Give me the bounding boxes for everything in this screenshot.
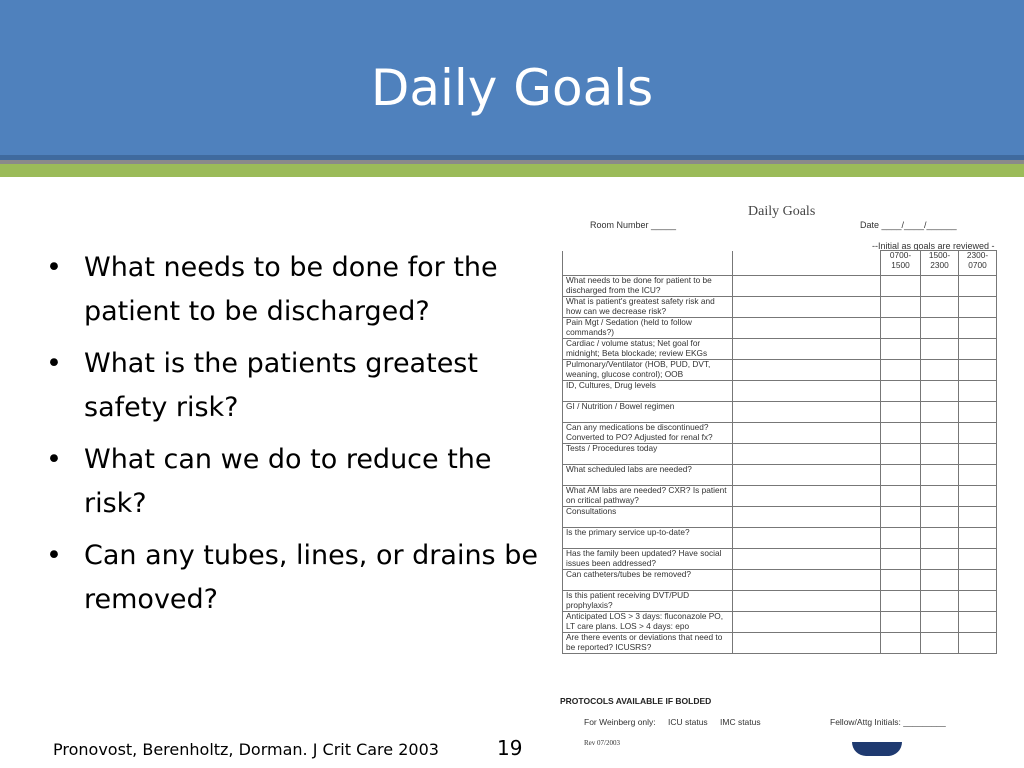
initial-cell	[921, 423, 959, 444]
goal-answer-cell	[733, 381, 881, 402]
goals-table	[562, 250, 997, 654]
icu-status-label: ICU status	[668, 717, 708, 727]
goal-answer-cell	[733, 612, 881, 633]
bullet-list	[40, 246, 560, 630]
initial-cell	[959, 297, 997, 318]
goal-answer-cell	[733, 549, 881, 570]
header-blank-cell	[563, 251, 733, 276]
table-row	[563, 570, 997, 591]
goal-question: What AM labs are needed? CXR? Is patient on critical pathway?	[563, 486, 733, 507]
table-row	[563, 549, 997, 570]
goal-answer-cell	[733, 276, 881, 297]
initial-cell	[921, 360, 959, 381]
initial-cell	[881, 591, 921, 612]
bullet-item	[40, 534, 560, 622]
initial-cell	[881, 465, 921, 486]
table-row	[563, 507, 997, 528]
initial-cell	[959, 381, 997, 402]
table-row	[563, 591, 997, 612]
goal-question: Tests / Procedures today	[563, 444, 733, 465]
initial-cell	[921, 549, 959, 570]
slide-title: Daily Goals	[370, 59, 654, 117]
initial-cell	[881, 612, 921, 633]
shift-header: 1500-2300	[921, 251, 959, 276]
initial-cell	[881, 360, 921, 381]
form-title: Daily Goals	[748, 204, 816, 219]
bullet-text: What needs to be done for the patient to be discharged?	[84, 252, 498, 327]
table-row	[563, 444, 997, 465]
revision-label: Rev 07/2003	[584, 739, 620, 747]
initial-cell	[959, 507, 997, 528]
initial-note: --Initial as goals are reviewed -	[872, 241, 995, 251]
goal-question: Anticipated LOS > 3 days: fluconazole PO, LT care plans. LOS > 4 days: epo	[563, 612, 733, 633]
initial-cell	[881, 381, 921, 402]
initial-cell	[959, 318, 997, 339]
goal-question: Are there events or deviations that need to be reported? ICUSRS?	[563, 633, 733, 654]
goal-answer-cell	[733, 318, 881, 339]
table-row	[563, 381, 997, 402]
goal-question: Pulmonary/Ventilator (HOB, PUD, DVT, weaning, glucose control); OOB	[563, 360, 733, 381]
initial-cell	[959, 612, 997, 633]
goal-question: What needs to be done for patient to be discharged from the ICU?	[563, 276, 733, 297]
goal-question: Has the family been updated? Have social issues been addressed?	[563, 549, 733, 570]
initial-cell	[881, 444, 921, 465]
goal-answer-cell	[733, 360, 881, 381]
daily-goals-form-image	[556, 195, 1002, 755]
table-row	[563, 633, 997, 654]
initial-cell	[921, 612, 959, 633]
initial-cell	[959, 570, 997, 591]
table-row	[563, 360, 997, 381]
table-row	[563, 297, 997, 318]
initial-cell	[959, 486, 997, 507]
bullet-item	[40, 342, 560, 430]
goal-answer-cell	[733, 423, 881, 444]
goal-answer-cell	[733, 402, 881, 423]
goal-question: Is the primary service up-to-date?	[563, 528, 733, 549]
table-row	[563, 612, 997, 633]
initial-cell	[921, 486, 959, 507]
title-bar	[0, 0, 1024, 160]
goal-question: ID, Cultures, Drug levels	[563, 381, 733, 402]
initial-cell	[959, 360, 997, 381]
logo-icon	[852, 742, 902, 756]
table-row	[563, 318, 997, 339]
citation: Pronovost, Berenholtz, Dorman. J Crit Care 2003	[53, 740, 439, 759]
initial-cell	[921, 570, 959, 591]
goal-answer-cell	[733, 570, 881, 591]
initial-cell	[921, 507, 959, 528]
initial-cell	[921, 297, 959, 318]
table-row	[563, 402, 997, 423]
initial-cell	[921, 633, 959, 654]
initial-cell	[881, 549, 921, 570]
bullet-item	[40, 246, 560, 334]
goal-question: What scheduled labs are needed?	[563, 465, 733, 486]
goal-answer-cell	[733, 339, 881, 360]
initial-cell	[959, 528, 997, 549]
initial-cell	[881, 528, 921, 549]
initial-cell	[881, 297, 921, 318]
room-number-label: Room Number _____	[590, 220, 677, 230]
initial-cell	[921, 444, 959, 465]
table-header-row	[563, 251, 997, 276]
table-row	[563, 276, 997, 297]
initial-cell	[921, 339, 959, 360]
goal-question: Pain Mgt / Sedation (held to follow commands?)	[563, 318, 733, 339]
initial-cell	[881, 402, 921, 423]
initial-cell	[921, 591, 959, 612]
goal-question: Cardiac / volume status; Net goal for midnight; Beta blockade; review EKGs	[563, 339, 733, 360]
bullet-dot-icon: •	[46, 252, 62, 283]
table-row	[563, 528, 997, 549]
date-label: Date ____/____/______	[860, 220, 957, 230]
initial-cell	[921, 381, 959, 402]
goal-answer-cell	[733, 591, 881, 612]
goal-question: Can catheters/tubes be removed?	[563, 570, 733, 591]
bullet-dot-icon: •	[46, 444, 62, 475]
initial-cell	[881, 486, 921, 507]
goal-answer-cell	[733, 528, 881, 549]
initial-cell	[921, 276, 959, 297]
initial-cell	[881, 507, 921, 528]
goal-question: Can any medications be discontinued? Converted to PO? Adjusted for renal fx?	[563, 423, 733, 444]
goal-question: GI / Nutrition / Bowel regimen	[563, 402, 733, 423]
bullet-dot-icon: •	[46, 348, 62, 379]
initial-cell	[881, 633, 921, 654]
goal-answer-cell	[733, 507, 881, 528]
table-row	[563, 339, 997, 360]
page-number: 19	[497, 736, 523, 760]
shift-header: 0700-1500	[881, 251, 921, 276]
initial-cell	[959, 276, 997, 297]
initial-cell	[881, 318, 921, 339]
initial-cell	[959, 465, 997, 486]
bullet-text: What can we do to reduce the risk?	[84, 444, 492, 519]
initial-cell	[881, 339, 921, 360]
initial-cell	[921, 318, 959, 339]
initial-cell	[959, 549, 997, 570]
initial-cell	[921, 528, 959, 549]
goal-answer-cell	[733, 444, 881, 465]
initial-cell	[959, 444, 997, 465]
initial-cell	[959, 591, 997, 612]
initial-cell	[959, 633, 997, 654]
imc-status-label: IMC status	[720, 717, 761, 727]
initial-cell	[959, 402, 997, 423]
initial-cell	[959, 423, 997, 444]
initial-cell	[881, 276, 921, 297]
weinberg-label: For Weinberg only:	[584, 717, 656, 727]
goal-answer-cell	[733, 297, 881, 318]
goal-answer-cell	[733, 633, 881, 654]
protocols-note: PROTOCOLS AVAILABLE IF BOLDED	[560, 696, 712, 706]
table-row	[563, 465, 997, 486]
bullet-dot-icon: •	[46, 540, 62, 571]
goal-answer-cell	[733, 465, 881, 486]
goal-question: Consultations	[563, 507, 733, 528]
initial-cell	[921, 465, 959, 486]
initial-cell	[921, 402, 959, 423]
bullet-item	[40, 438, 560, 526]
bullet-text: What is the patients greatest safety risk?	[84, 348, 478, 423]
goal-answer-cell	[733, 486, 881, 507]
accent-line-green	[0, 164, 1024, 177]
fellow-initials-label: Fellow/Attg Initials: _________	[830, 717, 946, 727]
table-row	[563, 486, 997, 507]
initial-cell	[959, 339, 997, 360]
bullet-text: Can any tubes, lines, or drains be removed?	[84, 540, 538, 615]
table-row	[563, 423, 997, 444]
shift-header: 2300-0700	[959, 251, 997, 276]
initial-cell	[881, 570, 921, 591]
initial-cell	[881, 423, 921, 444]
goal-question: Is this patient receiving DVT/PUD prophylaxis?	[563, 591, 733, 612]
header-blank-cell	[733, 251, 881, 276]
goal-question: What is patient's greatest safety risk and how can we decrease risk?	[563, 297, 733, 318]
